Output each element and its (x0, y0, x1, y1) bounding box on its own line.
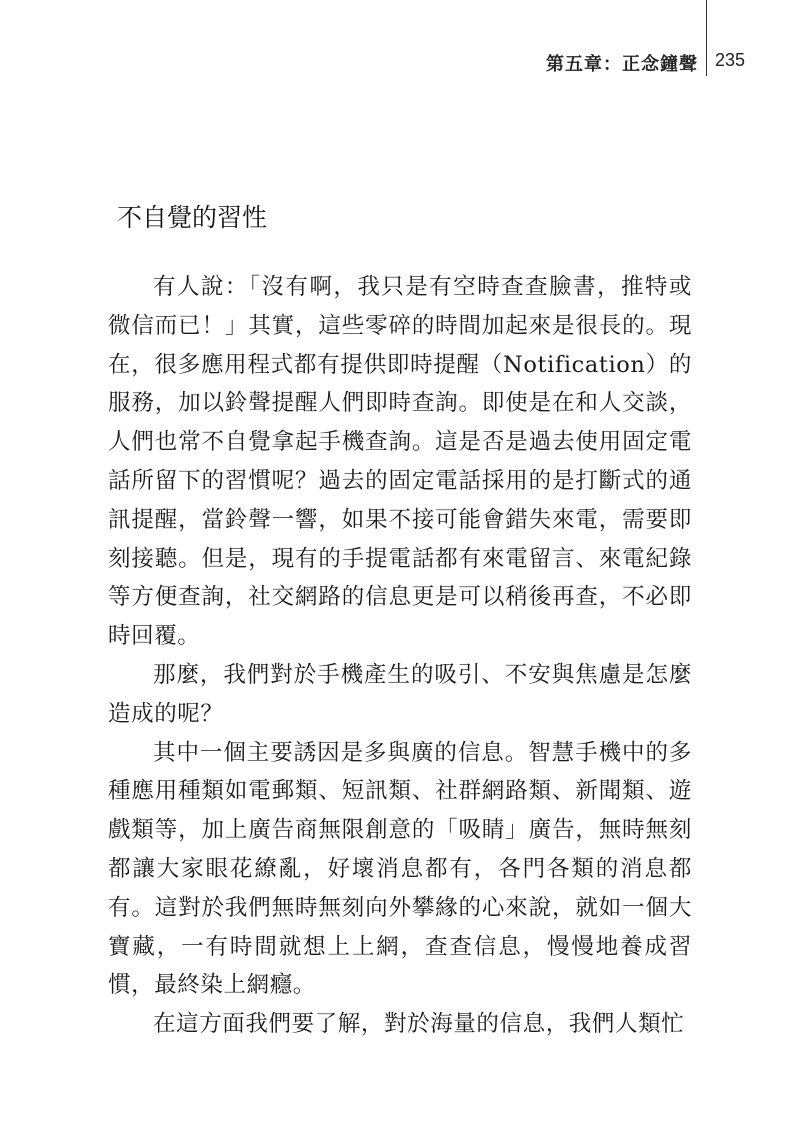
paragraph-1: 有人說：「沒有啊，我只是有空時查查臉書，推特或微信而已！」其實，這些零碎的時間加起來是很長的。現在，很多應用程式都有提供即時提醒（Notification）的服務，加以鈴聲提醒人們即時查詢。即使是在和人交談，人們也常不自覺拿起手機查詢。這是否是過去使用固定電話所留下的習慣呢？過去的固定電話採用的是打斷式的通訊提醒，當鈴聲一響，如果不接可能會錯失來電，需要即刻接聽。但是，現有的手提電話都有來電留言、來電紀錄等方便查詢，社交網路的信息更是可以稍後再查，不必即時回覆。 (108, 274, 692, 650)
paragraph-4: 在這方面我們要了解，對於海量的信息，我們人類忙 (153, 1011, 685, 1038)
chapter-header: 第五章：正念鐘聲 (546, 54, 698, 75)
header-divider (706, 0, 707, 76)
paragraph-2: 那麼，我們對於手機產生的吸引、不安與焦慮是怎麼造成的呢？ (108, 661, 692, 727)
paragraph-3: 其中一個主要誘因是多與廣的信息。智慧手機中的多種應用種類如電郵類、短訊類、社群網路類、新聞類、遊戲類等，加上廣告商無限創意的「吸睛」廣告，無時無刻都讓大家眼花繚亂，好壞消息都有，各門各類的消息都有。這對於我們無時無刻向外攀緣的心來說，就如一個大寶藏，一有時間就想上上網，查查信息，慢慢地養成習慣，最終染上網癮。 (108, 739, 692, 999)
page-number: 235 (715, 50, 746, 70)
body-text (108, 268, 692, 1044)
section-title: 不自覺的習性 (117, 203, 268, 232)
